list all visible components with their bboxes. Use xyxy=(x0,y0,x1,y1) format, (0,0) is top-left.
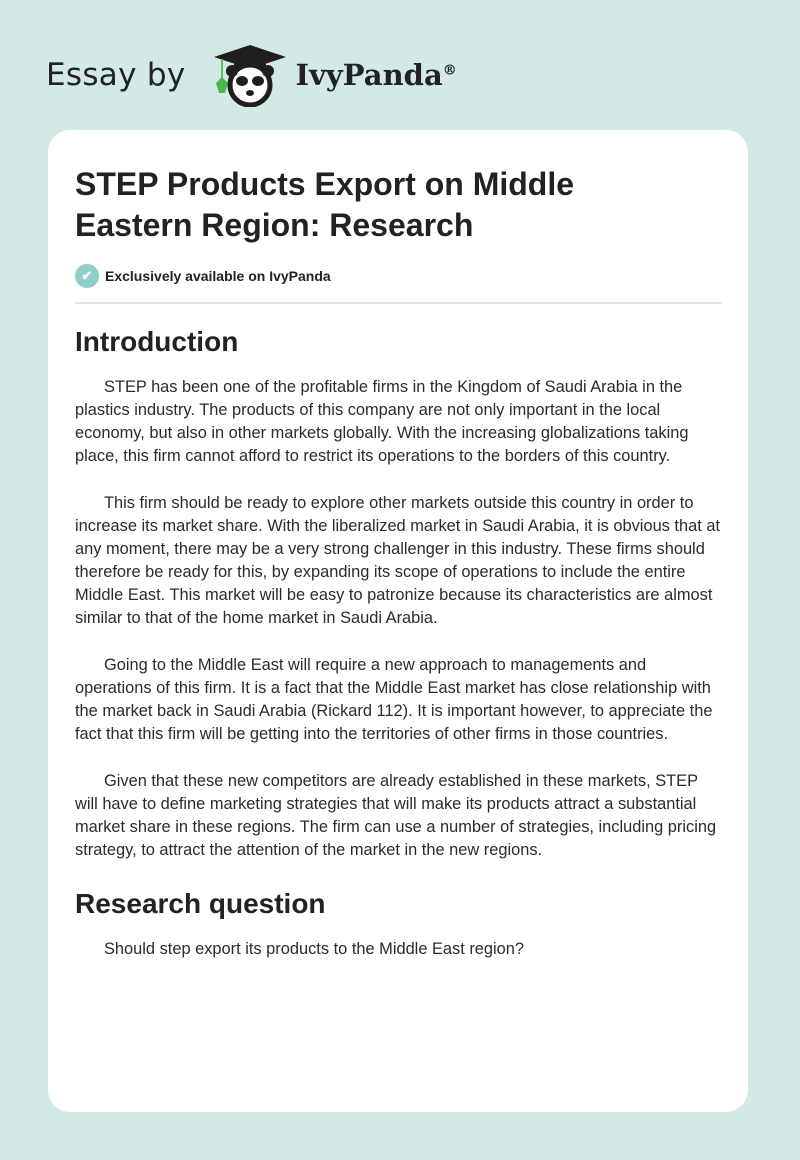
check-icon: ✔ xyxy=(75,264,99,288)
divider xyxy=(75,302,722,304)
section-heading: Research question xyxy=(75,888,326,919)
site-header xyxy=(46,40,457,110)
paragraph: Given that these new competitors are already established in these markets, STEP will have to define marketing strategies that will make its products attract a substantial market share in these regions. The firm can use a number of strategies, including pricing strategy, to attract the attention of the market in the new regions. xyxy=(75,772,717,859)
essay-card xyxy=(48,130,748,1112)
exclusive-badge xyxy=(75,264,331,288)
paragraph: Going to the Middle East will require a new approach to managements and operations of this firm. It is a fact that the Middle East market has close relationship with the market back in Saudi Arabia (Rickard 112). It is important however, to appreciate the fact that this firm will be getting into the territories of other firms in those countries. xyxy=(75,656,713,743)
exclusive-label: Exclusively available on IvyPanda xyxy=(105,268,331,284)
paragraph: Should step export its products to the Middle East region? xyxy=(104,940,525,958)
ivypanda-logo-icon[interactable] xyxy=(208,43,292,107)
brand-name: IvyPanda® xyxy=(295,58,457,92)
paragraph: This firm should be ready to explore other markets outside this country in order to increase its market share. With the liberalized market in Saudi Arabia, it is obvious that at any moment, there may be a very strong challenger in this industry. These firms should therefore be ready for this, by expanding its scope of operations to include the entire Middle East. This market will be easy to patronize because its characteristics are almost similar to that of the home market in Saudi Arabia. xyxy=(75,494,720,627)
page-title: STEP Products Export on Middle Eastern Region: Research xyxy=(75,166,575,243)
paragraph: STEP has been one of the profitable firms in the Kingdom of Saudi Arabia in the plastics industry. The products of this company are not only important in the local economy, but also in other markets globally. With the increasing globalizations taking place, this firm cannot afford to restrict its operations to the borders of this country. xyxy=(75,378,689,465)
essay-by-label: Essay by xyxy=(46,57,186,93)
section-heading: Introduction xyxy=(75,326,239,357)
essay-body xyxy=(75,324,725,985)
